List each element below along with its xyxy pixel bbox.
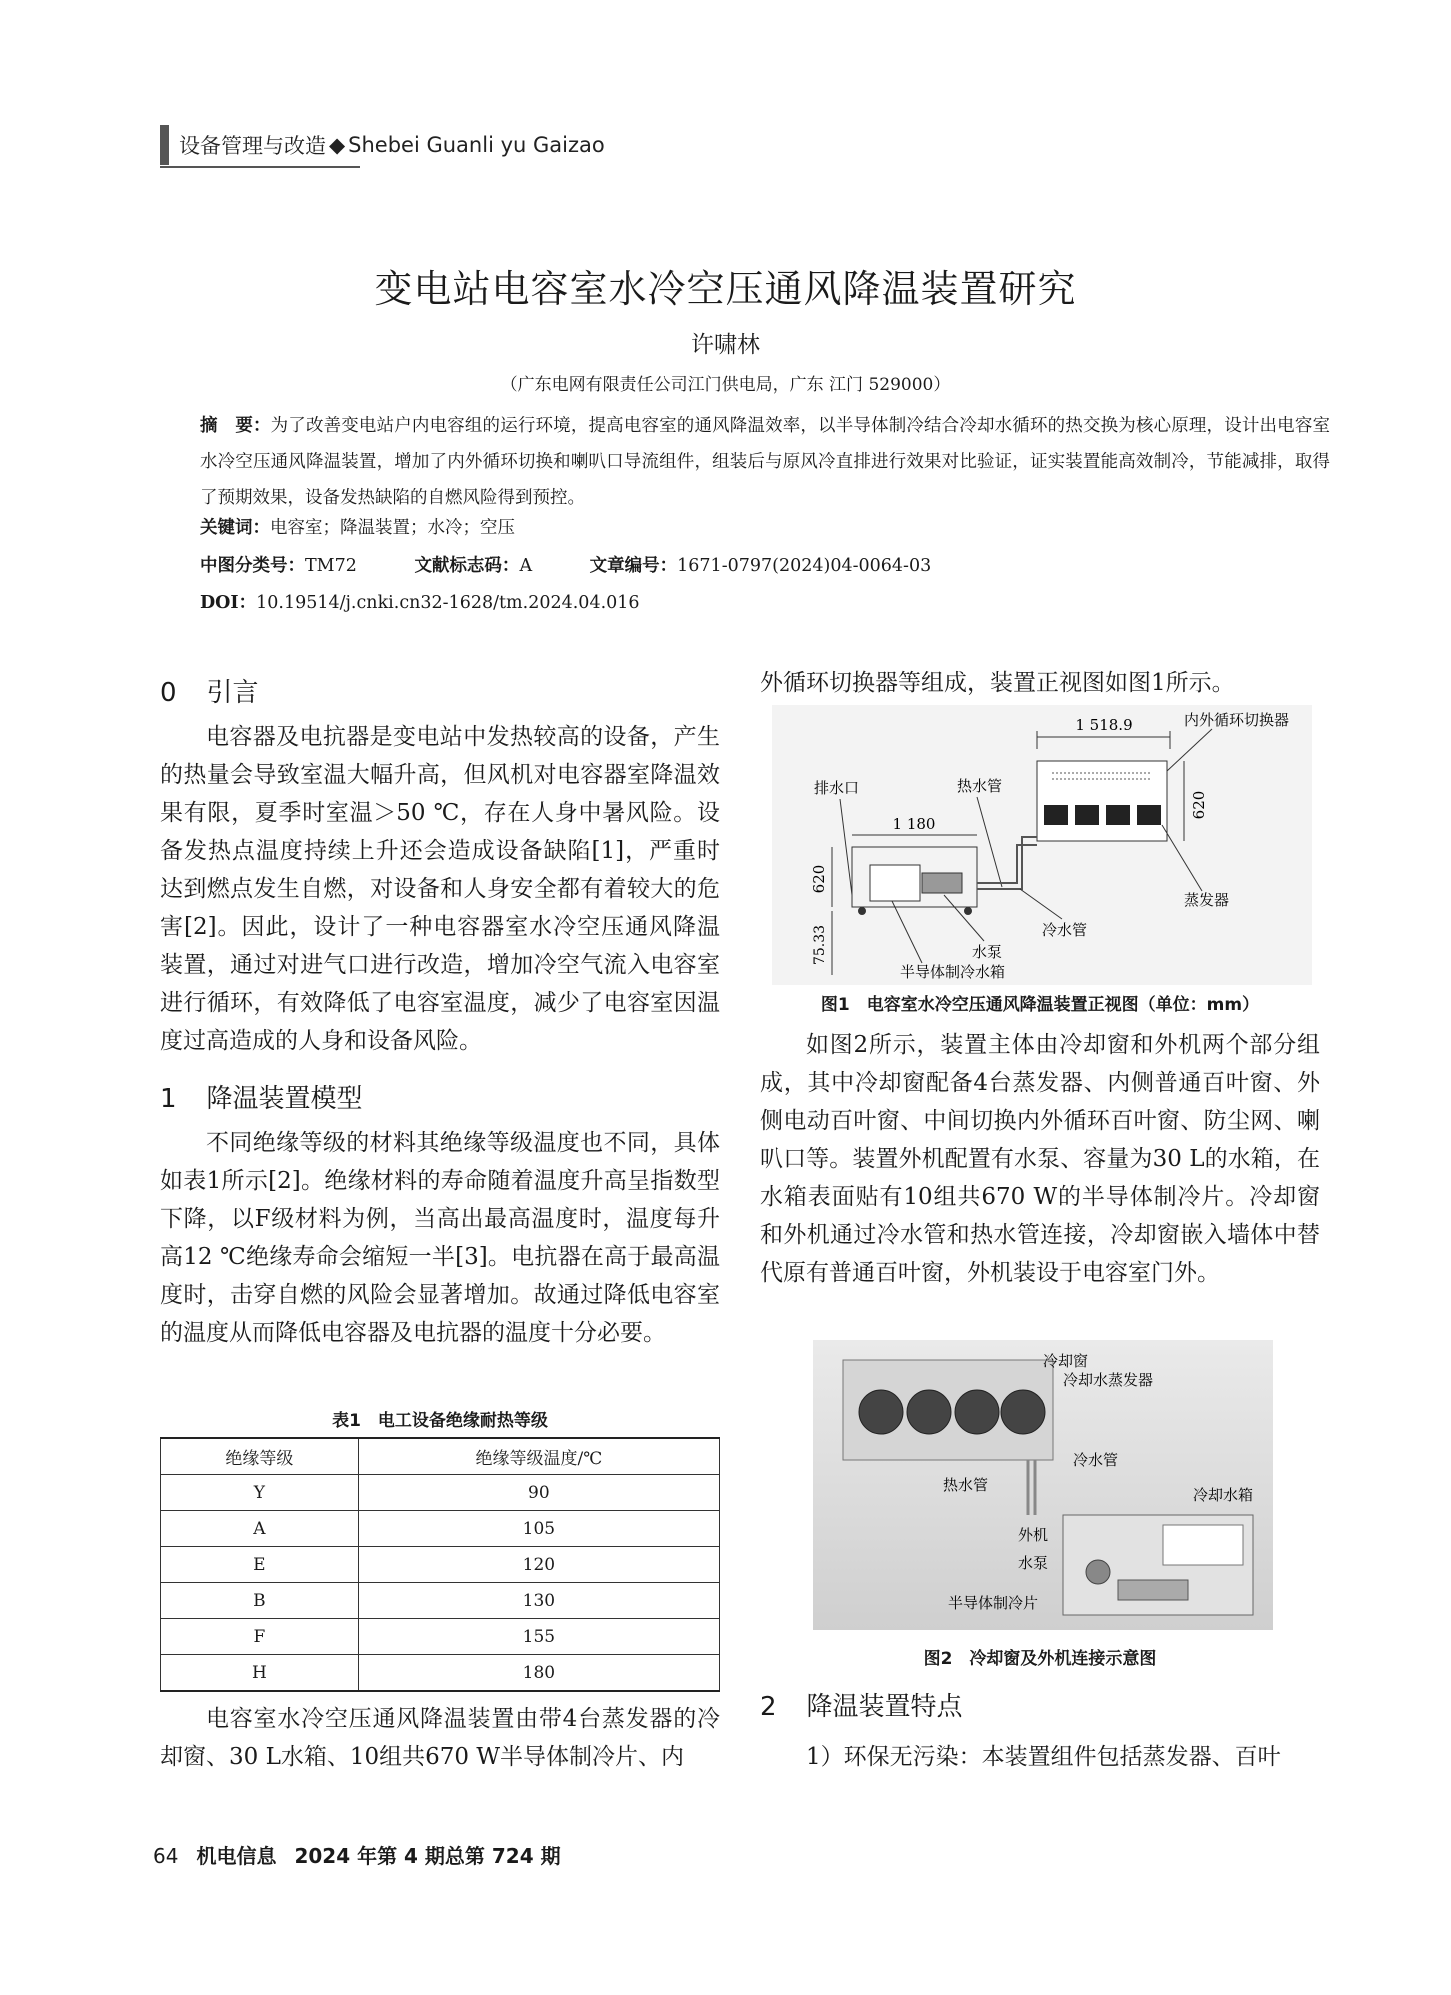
evaporator-fan [955,1390,999,1434]
table-cell: 105 [358,1511,719,1547]
table-row [161,1547,720,1583]
insulation-table [160,1437,720,1692]
header-section-pinyin: Shebei Guanli yu Gaizao [348,133,605,157]
article-number-value: 1671-0797(2024)04-0064-03 [677,556,932,576]
table-cell: A [161,1511,359,1547]
abstract [200,408,1330,516]
table-cell: 180 [358,1655,719,1692]
device-composition-paragraph: 电容室水冷空压通风降温装置由带4台蒸发器的冷却窗、30 L水箱、10组共670 W半导体制冷片、内 [160,1706,720,1770]
author: 许啸林 [691,332,760,358]
section-0-number: 0 [160,678,177,708]
cooling-tank [1163,1525,1243,1565]
table-cell: F [161,1619,359,1655]
doc-code-value: A [519,556,533,576]
dim-bottom-text: 75.33 [812,924,828,966]
evaporator-fan [907,1390,951,1434]
evaporator-box [1106,805,1130,825]
table-cell: B [161,1583,359,1619]
header-separator: ◆ [329,133,346,157]
figure-1-caption: 图1 电容室水冷空压通风降温装置正视图（单位：mm） [820,995,1260,1015]
label-drain: 排水口 [814,779,860,797]
label-pump: 水泵 [972,943,1003,961]
label-evaporator: 冷却水蒸发器 [1063,1371,1154,1389]
table-row [161,1619,720,1655]
table-cell: 130 [358,1583,719,1619]
pump-motor [922,873,962,893]
issue-info: 2024 年第 4 期总第 724 期 [294,1844,561,1868]
dim-left-text: 620 [810,864,828,894]
running-header [160,124,605,166]
section-2-title: 降温装置特点 [806,1692,963,1722]
doi-label: DOI： [200,593,257,613]
intro-paragraph: 电容器及电抗器是变电站中发热较高的设备，产生的热量会导致室温大幅升高，但风机对电容器室降温效果有限，夏季时室温＞50 ℃，存在人身中暑风险。设备发热点温度持续上升还会造成设备缺陷[1]，严重时达到燃点发生自燃，对设备和人身安全都有着较大的危害[2]。因此，设计了一种电容器室水冷空压通风降温装置，通过对进气口进行改造，增加冷空气流入电容室进行循环，有效降低了电容室温度，减少了电容室因温度过高造成的人身和设备风险。 [160,724,720,1054]
label-hot-pipe: 热水管 [957,777,1003,795]
label-pump: 水泵 [1018,1554,1049,1572]
figure-2-caption: 图2 冷却窗及外机连接示意图 [923,1649,1157,1669]
article-number-label: 文章编号： [589,556,678,576]
header-bar [160,125,169,165]
table-cell: Y [161,1475,359,1511]
continued-paragraph: 外循环切换器等组成，装置正视图如图1所示。 [760,670,1235,696]
pump [1086,1560,1110,1584]
section-1-heading [160,1078,363,1115]
table-row [161,1475,720,1511]
abstract-text: 为了改善变电站户内电容组的运行环境，提高电容室的通风降温效率，以半导体制冷结合冷却水循环的热交换为核心原理，设计出电容室水冷空压通风降温装置，增加了内外循环切换和喇叭口导流组件，组装后与原风冷直排进行效果对比验证，证实装置能高效制冷，节能减排，取得了预期效果，设备发热缺陷的自燃风险得到预控。 [200,416,1331,508]
model-paragraph: 不同绝缘等级的材料其绝缘等级温度也不同，具体如表1所示[2]。绝缘材料的寿命随着温度升高呈指数型下降，以F级材料为例，当高出最高温度时，温度每升高12 ℃绝缘寿命会缩短一半[3]。电抗器在高于最高温度时，击穿自燃的风险会显著增加。故通过降低电容室的温度从而降低电容器及电抗器的温度十分必要。 [160,1130,720,1346]
section-2-heading [760,1686,963,1723]
clc-value: TM72 [305,556,357,576]
water-tank [870,865,920,901]
label-peltier: 半导体制冷片 [948,1594,1039,1612]
wheel [858,907,866,915]
table-row [161,1655,720,1692]
peltier-chips [1118,1580,1188,1600]
keywords-label: 关键词： [200,518,270,538]
doi-value: 10.19514/j.cnki.cn32-1628/tm.2024.04.016 [256,593,640,613]
header-section-cn: 设备管理与改造 [179,134,326,158]
label-switch: 内外循环切换器 [1184,711,1290,729]
table-1-caption: 表1 电工设备绝缘耐热等级 [332,1411,548,1431]
evaporator-fan [1001,1390,1045,1434]
section-2-number: 2 [760,1692,777,1722]
label-tank: 半导体制冷水箱 [900,963,1006,981]
keywords [200,514,515,539]
table-header: 绝缘等级温度/℃ [358,1438,719,1475]
table-cell: E [161,1547,359,1583]
table-row [161,1511,720,1547]
header-rule [160,166,360,168]
page-number: 64 [153,1844,179,1868]
doi-line [200,589,640,614]
label-cold-pipe: 冷水管 [1042,921,1088,939]
table-cell: 90 [358,1475,719,1511]
page-footer [153,1840,561,1869]
evaporator-box [1044,805,1068,825]
affiliation: （广东电网有限责任公司江门供电局，广东 江门 529000） [500,375,951,395]
section-1-number: 1 [160,1084,177,1114]
paper-title: 变电站电容室水冷空压通风降温装置研究 [374,267,1077,311]
section-0-heading [160,672,259,709]
evaporator-fan [859,1390,903,1434]
label-cooling-tank: 冷却水箱 [1193,1486,1254,1504]
section-1-title: 降温装置模型 [206,1084,363,1114]
features-paragraph: 1）环保无污染：本装置组件包括蒸发器、百叶 [806,1744,1281,1770]
section-0-title: 引言 [206,678,259,708]
label-evaporator: 蒸发器 [1184,891,1230,909]
keywords-text: 电容室；降温装置；水冷；空压 [270,518,515,538]
classification-line [200,552,931,577]
table-header-row [161,1438,720,1475]
evaporator-box [1075,805,1099,825]
label-window: 冷却窗 [1043,1352,1089,1370]
wheel [964,907,972,915]
evaporator-box [1137,805,1161,825]
figure-2-connection-diagram [813,1340,1273,1630]
dim-right-text: 620 [1190,790,1208,820]
table-cell: H [161,1655,359,1692]
dim-top-text: 1 518.9 [1075,716,1133,734]
table-cell: 155 [358,1619,719,1655]
doc-code-label: 文献标志码： [414,556,520,576]
table-cell: 120 [358,1547,719,1583]
dim-mid-text: 1 180 [892,815,936,833]
table-row [161,1583,720,1619]
clc-label: 中图分类号： [200,556,305,576]
table-header: 绝缘等级 [161,1438,359,1475]
abstract-label: 摘 要： [200,416,271,436]
structure-paragraph: 如图2所示，装置主体由冷却窗和外机两个部分组成，其中冷却窗配备4台蒸发器、内侧普通百叶窗、外侧电动百叶窗、中间切换内外循环百叶窗、防尘网、喇叭口等。装置外机配置有水泵、容量为30 L的水箱，在水箱表面贴有10组共670 W的半导体制冷片。冷却窗和外机通过冷水管和热水管连接，冷却窗嵌入墙体中替代原有普通百叶窗，外机装设于电容室门外。 [760,1032,1320,1286]
journal-name: 机电信息 [196,1844,277,1868]
figure-1-background [772,705,1312,985]
label-outer-unit: 外机 [1018,1526,1049,1544]
figure-1-front-view [772,705,1312,985]
label-cold-pipe: 冷水管 [1073,1451,1119,1469]
label-hot-pipe: 热水管 [943,1476,989,1494]
